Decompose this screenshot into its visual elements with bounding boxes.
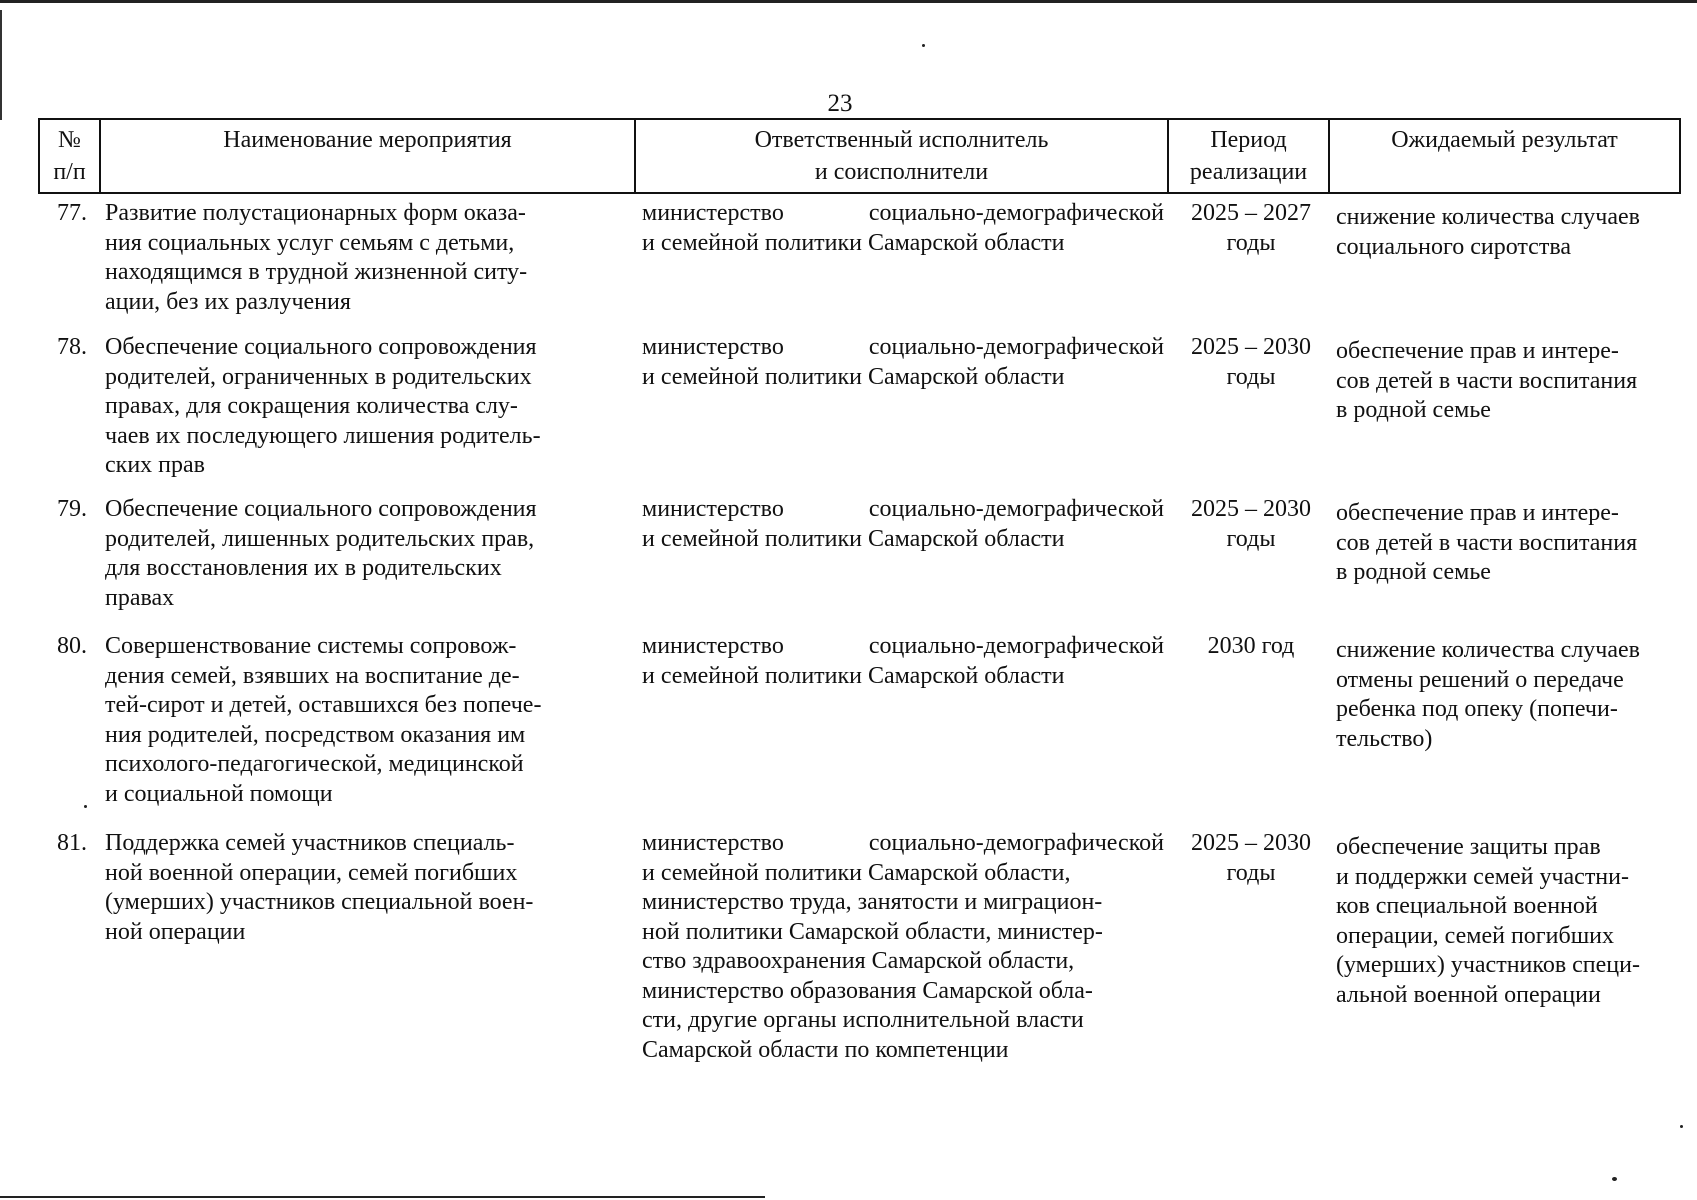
header-responsible-line: и соисполнители: [814, 159, 989, 185]
row-name-line: ния родителей, посредством оказания им: [105, 721, 526, 748]
row-number: 81.: [57, 830, 87, 856]
row-result-line: [1336, 337, 1682, 367]
row-name: [97, 333, 642, 481]
row-period-line: 2025 – 2030: [1191, 334, 1311, 360]
table-row: [38, 199, 1682, 317]
row-name-line: ной военной операции, семей погибших: [105, 859, 518, 886]
row-period-line: 2030 год: [1207, 633, 1295, 659]
row-name-line: Развитие полустационарных форм оказа-: [105, 200, 526, 226]
row-name-line: (умерших) участников специальной воен-: [105, 889, 534, 915]
row-number: 77.: [57, 200, 87, 226]
row-result-line: тельство): [1336, 725, 1433, 752]
row-result: [1332, 829, 1682, 1065]
row-responsible-line: министерство образования Самарской обла-: [642, 977, 1093, 1004]
row-name: [97, 199, 642, 317]
row-period: [1170, 829, 1332, 1065]
header-num-line: №: [58, 127, 81, 153]
header-name-text: Наименование мероприятия: [223, 127, 512, 153]
header-name: [99, 120, 634, 192]
header-period-line: реализации: [1189, 159, 1308, 185]
row-period-line: 2025 – 2027: [1191, 200, 1311, 226]
row-result-line: альной военной операции: [1336, 981, 1601, 1008]
row-result: [1332, 632, 1682, 809]
row-responsible-line: и семейной политики Самарской области: [642, 229, 1065, 256]
resp-word: социально-демографической: [868, 334, 1164, 360]
row-responsible-line: [642, 495, 1164, 525]
header-result: [1328, 120, 1679, 192]
resp-word: социально-демографической: [868, 496, 1164, 522]
row-period: [1170, 199, 1332, 317]
resp-word: министерство: [642, 633, 784, 659]
resp-word: министерство: [642, 334, 784, 360]
row-responsible: [642, 333, 1170, 481]
row-name-line: и социальной помощи: [105, 780, 333, 807]
table-row: [38, 333, 1682, 481]
row-name-line: правах, для сокращения количества слу-: [105, 393, 518, 419]
row-result-line: (умерших) участников специ-: [1336, 952, 1640, 978]
row-result-line: в родной семье: [1336, 559, 1491, 585]
header-result-text: Ожидаемый результат: [1391, 127, 1618, 153]
row-responsible-line: и семейной политики Самарской области,: [642, 859, 1071, 886]
resp-word: социально-демографической: [868, 200, 1164, 226]
table-row: [38, 495, 1682, 613]
row-responsible-line: и семейной политики Самарской области: [642, 662, 1065, 689]
header-responsible-line: Ответственный исполнитель: [754, 127, 1049, 153]
row-name-line: ских прав: [105, 452, 205, 478]
row-result-line: сов детей в части воспитания: [1336, 367, 1638, 394]
header-num: [40, 120, 99, 192]
row-responsible-line: сти, другие органы исполнительной власти: [642, 1007, 1084, 1033]
scan-speck: [922, 44, 925, 47]
row-result-line: отмены решений о передаче: [1336, 666, 1624, 693]
resp-word: министерство: [642, 830, 784, 856]
row-period-line: 2025 – 2030: [1191, 496, 1311, 522]
row-responsible-line: министерство труда, занятости и миграцион-: [642, 889, 1103, 915]
row-responsible: [642, 199, 1170, 317]
row-name-line: правах: [105, 584, 175, 611]
page-number: 23: [827, 90, 853, 117]
row-name: [97, 829, 642, 1065]
row-responsible-line: [642, 333, 1164, 363]
table-row: [38, 632, 1682, 809]
row-responsible-line: [642, 199, 1164, 229]
row-responsible-line: [642, 632, 1164, 662]
row-result-line: сов детей в части воспитания: [1336, 529, 1638, 556]
row-number: 79.: [57, 496, 87, 522]
row-period-line: годы: [1226, 859, 1276, 886]
scan-speck: [1680, 1125, 1683, 1128]
row-responsible: [642, 829, 1170, 1065]
row-name-line: ации, без их разлучения: [105, 288, 351, 315]
row-responsible-line: Самарской области по компетенции: [642, 1036, 1009, 1063]
row-responsible-line: и семейной политики Самарской области: [642, 525, 1065, 552]
row-responsible: [642, 495, 1170, 613]
row-name-line: Совершенствование системы сопровож-: [105, 633, 517, 659]
row-result-line: ков специальной военной: [1336, 893, 1598, 919]
row-responsible-line: и семейной политики Самарской области: [642, 363, 1065, 390]
row-result: [1332, 495, 1682, 613]
resp-word: социально-демографической: [868, 830, 1164, 856]
row-name: [97, 632, 642, 809]
table-header: [38, 118, 1681, 194]
row-number: 78.: [57, 334, 87, 360]
resp-word: министерство: [642, 496, 784, 522]
row-result-line: операции, семей погибших: [1336, 922, 1615, 949]
row-result-line: социального сиротства: [1336, 233, 1571, 260]
row-result-line: ребенка под опеку (попечи-: [1336, 696, 1618, 722]
scan-speck: [1612, 1177, 1617, 1181]
header-period: [1167, 120, 1328, 192]
row-result-line: обеспечение прав и интере-: [1336, 500, 1619, 526]
row-name-line: тей-сирот и детей, оставшихся без попече-: [105, 692, 542, 718]
resp-word: социально-демографической: [868, 633, 1164, 659]
row-period: [1170, 632, 1332, 809]
row-number: 80.: [57, 633, 87, 659]
row-name: [97, 495, 642, 613]
table-row: [38, 829, 1682, 1065]
row-name-line: Поддержка семей участников специаль-: [105, 830, 515, 856]
header-num-line: п/п: [53, 159, 86, 185]
row-name-line: ной операции: [105, 918, 246, 945]
row-result: [1332, 333, 1682, 481]
row-name-line: для восстановления их в родительских: [105, 555, 502, 581]
row-name-line: находящимся в трудной жизненной ситу-: [105, 259, 528, 285]
row-period-line: годы: [1226, 525, 1276, 552]
row-result-line: снижение количества случаев: [1336, 637, 1641, 663]
row-responsible-line: [642, 829, 1164, 859]
row-name-line: чаев их последующего лишения родитель-: [105, 422, 541, 449]
row-responsible: [642, 632, 1170, 809]
row-result-line: обеспечение защиты прав: [1336, 834, 1601, 860]
row-period: [1170, 495, 1332, 613]
row-name-line: психолого-педагогической, медицинской: [105, 751, 524, 777]
scan-border-bottom: [0, 1196, 765, 1198]
row-result-line: снижение количества случаев: [1336, 204, 1641, 230]
row-name-line: родителей, ограниченных в родительских: [105, 363, 532, 390]
resp-word: министерство: [642, 200, 784, 226]
row-period-line: годы: [1226, 229, 1276, 256]
row-period-line: годы: [1226, 363, 1276, 390]
row-name-line: ния социальных услуг семьям с детьми,: [105, 229, 515, 256]
header-responsible: [634, 120, 1167, 192]
result-text: обеспечение прав и интере-: [1336, 338, 1619, 364]
row-result-line: и поддержки семей участни-: [1336, 863, 1629, 890]
row-result-line: в родной семье: [1336, 397, 1491, 423]
row-name-line: родителей, лишенных родительских прав,: [105, 525, 535, 552]
scan-border-left: [0, 10, 2, 120]
row-period: [1170, 333, 1332, 481]
row-responsible-line: ной политики Самарской области, министер-: [642, 918, 1103, 945]
row-name-line: Обеспечение социального сопровождения: [105, 334, 537, 360]
header-period-line: Период: [1210, 127, 1287, 153]
row-name-line: дения семей, взявших на воспитание де-: [105, 662, 520, 689]
row-result: [1332, 199, 1682, 317]
row-name-line: Обеспечение социального сопровождения: [105, 496, 537, 522]
row-period-line: 2025 – 2030: [1191, 830, 1311, 856]
row-responsible-line: ство здравоохранения Самарской области,: [642, 948, 1075, 974]
scan-border-top: [0, 0, 1697, 3]
